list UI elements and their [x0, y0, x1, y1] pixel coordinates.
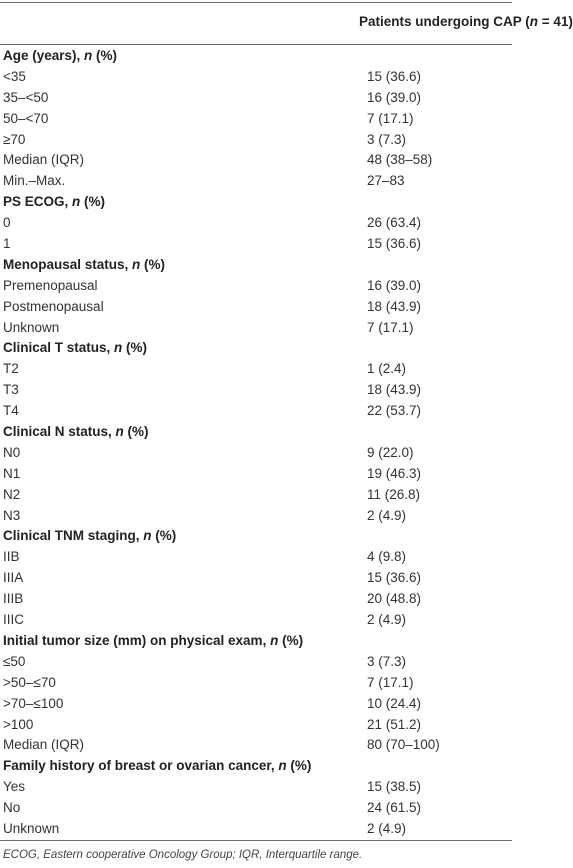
- table-row: [0, 694, 512, 715]
- table-row: [0, 715, 512, 736]
- row-value: 80 (70–100): [367, 737, 440, 753]
- row-value: 16 (39.0): [367, 89, 422, 105]
- table-row: [0, 673, 512, 694]
- row-value: 24 (61.5): [367, 800, 422, 816]
- table-row: [0, 798, 512, 819]
- table-row: [0, 297, 512, 318]
- section-label-n-variable: n: [270, 632, 279, 648]
- table-row: [0, 318, 512, 339]
- table-row: [0, 464, 512, 485]
- row-label: ≤50: [3, 653, 26, 669]
- row-value: 11 (26.8): [367, 486, 421, 502]
- header-n-variable: n: [529, 14, 539, 29]
- row-label: Yes: [3, 779, 26, 795]
- header-rule: [0, 44, 512, 45]
- row-label: IIIC: [3, 612, 25, 628]
- row-value: 20 (48.8): [367, 591, 422, 607]
- section-label-suffix: (%): [140, 256, 166, 272]
- table-row: [0, 109, 512, 130]
- row-label: T3: [3, 382, 19, 398]
- section-label-text: Menopausal status,: [3, 256, 133, 272]
- table-row: [0, 359, 512, 380]
- table-row: [0, 547, 512, 568]
- row-value: 22 (53.7): [367, 403, 422, 419]
- row-label: Unknown: [3, 820, 60, 836]
- table-row: [0, 213, 512, 234]
- section-label-n-variable: n: [84, 48, 93, 63]
- row-value: 7 (17.1): [367, 110, 414, 126]
- row-value: 16 (39.0): [367, 277, 422, 293]
- table-row: [0, 67, 512, 88]
- section-header-row: [0, 255, 512, 276]
- row-value: 27–83: [367, 173, 405, 189]
- table-body: [0, 46, 512, 840]
- section-header-row: [0, 756, 512, 777]
- section-label-suffix: (%): [123, 424, 149, 440]
- row-value: 15 (36.6): [367, 236, 422, 252]
- header-text: Patients undergoing CAP (: [359, 14, 530, 29]
- row-label: <35: [3, 68, 26, 84]
- section-label-suffix: (%): [122, 340, 148, 356]
- section-label: [3, 528, 176, 543]
- row-label: ≥70: [3, 131, 26, 147]
- section-label-suffix: (%): [80, 194, 106, 210]
- section-label-n-variable: n: [114, 340, 123, 356]
- section-label-text: Clinical T status,: [3, 340, 115, 356]
- table-row: [0, 276, 512, 297]
- row-label: Premenopausal: [3, 277, 98, 293]
- row-value: 2 (4.9): [367, 507, 407, 523]
- section-header-row: [0, 338, 512, 359]
- table-row: [0, 443, 512, 464]
- section-label-text: PS ECOG,: [3, 194, 73, 210]
- table-row: [0, 610, 512, 631]
- row-value: 26 (63.4): [367, 215, 422, 231]
- row-value: 2 (4.9): [367, 612, 407, 628]
- row-value: 3 (7.3): [367, 653, 407, 669]
- row-label: 0: [3, 215, 11, 231]
- row-label: 50–<70: [3, 110, 49, 126]
- row-value: 18 (43.9): [367, 298, 422, 314]
- row-label: Median (IQR): [3, 737, 85, 753]
- row-label: >100: [3, 716, 34, 732]
- row-value: 10 (24.4): [367, 695, 422, 711]
- row-label: Min.–Max.: [3, 173, 66, 189]
- table-row: [0, 150, 512, 171]
- section-label: [3, 257, 165, 272]
- row-label: N1: [3, 465, 21, 481]
- row-value: 48 (38–58): [367, 152, 433, 168]
- row-value: 15 (38.5): [367, 779, 422, 795]
- table-row: [0, 88, 512, 109]
- section-label-text: Family history of breast or ovarian cancer,: [3, 758, 279, 774]
- section-label-n-variable: n: [143, 528, 152, 544]
- section-label-suffix: (%): [286, 758, 312, 774]
- row-value: 15 (36.6): [367, 68, 422, 84]
- section-label-suffix: (%): [278, 632, 304, 648]
- table-row: [0, 506, 512, 527]
- table-row: [0, 568, 512, 589]
- table-row: [0, 234, 512, 255]
- section-label: [3, 194, 105, 209]
- bottom-rule: [0, 840, 512, 841]
- section-label-text: Initial tumor size (mm) on physical exam,: [3, 632, 271, 648]
- section-label-suffix: (%): [151, 528, 177, 544]
- row-value: 4 (9.8): [367, 549, 407, 565]
- table-row: [0, 485, 512, 506]
- section-label-n-variable: n: [132, 256, 141, 272]
- section-label-text: Age (years),: [3, 48, 85, 63]
- row-label: T2: [3, 361, 19, 377]
- row-label: No: [3, 800, 21, 816]
- row-value: 7 (17.1): [367, 674, 414, 690]
- row-label: N3: [3, 507, 21, 523]
- section-label: [3, 340, 147, 355]
- table-row: [0, 401, 512, 422]
- table-row: [0, 171, 512, 192]
- row-value: 2 (4.9): [367, 820, 407, 836]
- table-row: [0, 652, 512, 673]
- header-text-suffix: = 41): [538, 14, 573, 29]
- row-label: IIIB: [3, 591, 24, 607]
- table-row: [0, 380, 512, 401]
- row-label: 35–<50: [3, 89, 49, 105]
- table-row: [0, 819, 512, 840]
- row-label: >50–≤70: [3, 674, 56, 690]
- row-label: N2: [3, 486, 21, 502]
- section-label: [3, 758, 311, 773]
- row-label: Postmenopausal: [3, 298, 104, 314]
- section-label-suffix: (%): [92, 48, 118, 63]
- row-label: Unknown: [3, 319, 60, 335]
- section-header-row: [0, 422, 512, 443]
- row-label: 1: [3, 236, 11, 252]
- row-label: IIIA: [3, 570, 24, 586]
- section-label: [3, 633, 303, 648]
- section-label-n-variable: n: [115, 424, 124, 440]
- section-label-text: Clinical N status,: [3, 424, 116, 440]
- section-label: [3, 424, 149, 439]
- row-value: 9 (22.0): [367, 444, 414, 460]
- table-header: [0, 0, 573, 44]
- row-value: 19 (46.3): [367, 465, 422, 481]
- section-label: [3, 48, 117, 63]
- section-header-row: [0, 46, 512, 67]
- row-label: IIB: [3, 549, 20, 565]
- section-header-row: [0, 631, 512, 652]
- header-cell: [359, 14, 573, 29]
- row-value: 15 (36.6): [367, 570, 422, 586]
- table-footnote: ECOG, Eastern cooperative Oncology Group; IQR, Interquartile range.: [3, 849, 363, 861]
- row-value: 18 (43.9): [367, 382, 422, 398]
- table-row: [0, 589, 512, 610]
- table-row: [0, 777, 512, 798]
- row-label: T4: [3, 403, 19, 419]
- row-value: 1 (2.4): [367, 361, 407, 377]
- row-label: >70–≤100: [3, 695, 64, 711]
- section-label-text: Clinical TNM staging,: [3, 528, 144, 544]
- section-header-row: [0, 526, 512, 547]
- table-row: [0, 735, 512, 756]
- section-label-n-variable: n: [278, 758, 287, 774]
- section-label-n-variable: n: [72, 194, 81, 210]
- row-value: 3 (7.3): [367, 131, 407, 147]
- row-value: 7 (17.1): [367, 319, 414, 335]
- row-label: N0: [3, 444, 21, 460]
- row-value: 21 (51.2): [367, 716, 422, 732]
- table-row: [0, 130, 512, 151]
- row-label: Median (IQR): [3, 152, 85, 168]
- section-header-row: [0, 192, 512, 213]
